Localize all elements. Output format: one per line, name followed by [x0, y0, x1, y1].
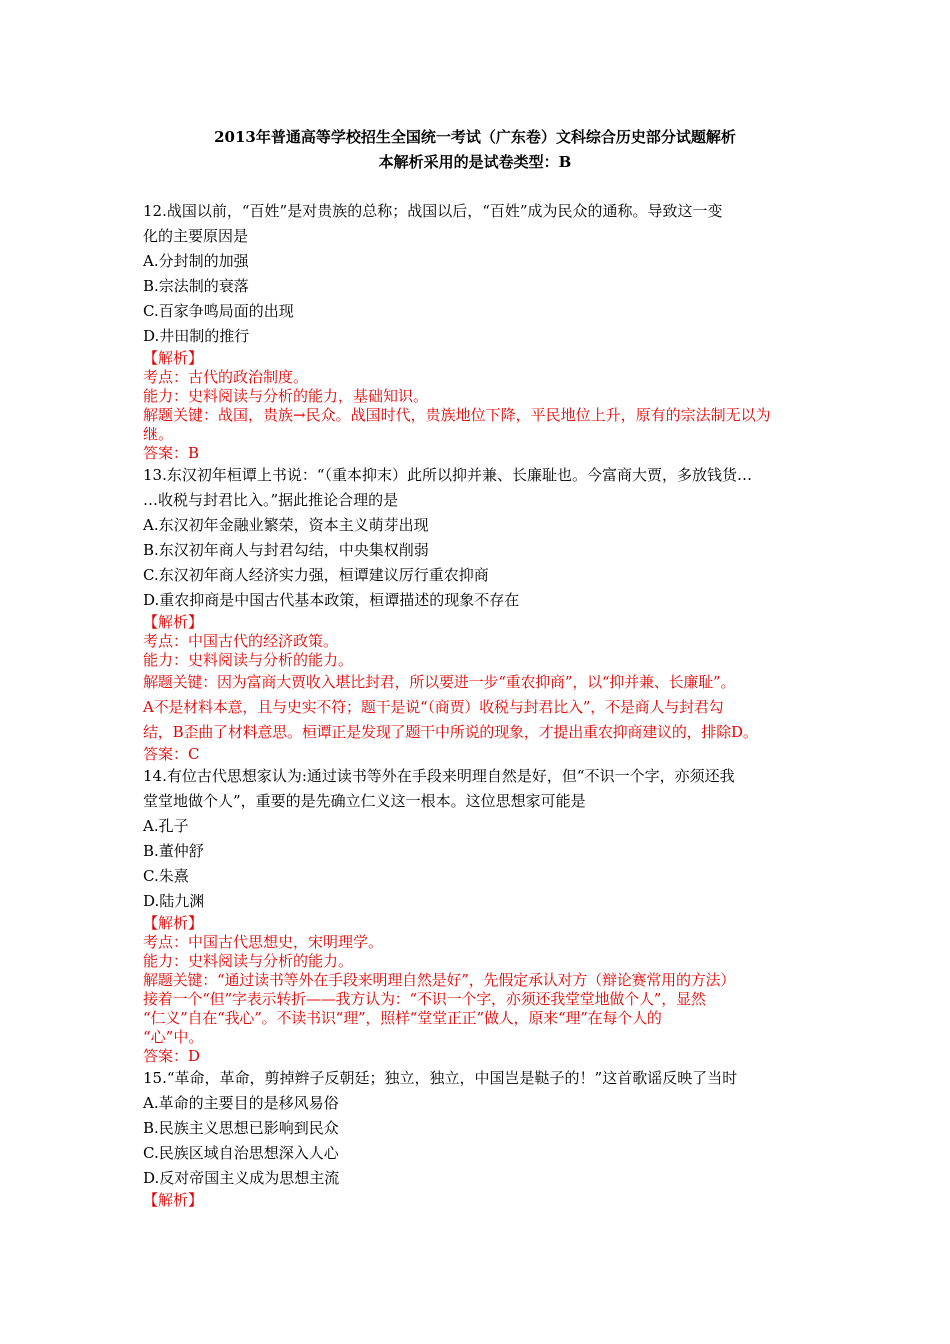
analysis-key: A不是材料本意，且与史实不符；题干是说“（商贾）收税与封君比入”，不是商人与封君勾	[143, 698, 724, 716]
analysis-ability: 能力：史料阅读与分析的能力。	[143, 651, 354, 669]
analysis-label: 【解析】	[143, 349, 204, 367]
question-12	[143, 199, 815, 463]
option-d: D.陆九渊	[143, 892, 205, 910]
page-title: 2013年普通高等学校招生全国统一考试（广东卷）文科综合历史部分试题解析	[214, 128, 736, 146]
question-14	[143, 764, 815, 1066]
analysis-label: 【解析】	[143, 1191, 204, 1209]
question-stem: …收税与封君比入。”据此推论合理的是	[143, 491, 399, 509]
analysis-ability: 能力：史料阅读与分析的能力。	[143, 952, 354, 970]
analysis-kaodian: 考点：古代的政治制度。	[143, 368, 309, 386]
option-a: A.孔子	[143, 817, 189, 835]
option-c: C.东汉初年商人经济实力强，桓谭建议厉行重农抑商	[143, 566, 489, 584]
option-c: C.民族区域自治思想深入人心	[143, 1144, 339, 1162]
analysis-key: 解题关键：“通过读书等外在手段来明理自然是好”，先假定承认对方（辩论赛常用的方法）	[143, 971, 736, 989]
option-c: C.朱熹	[143, 867, 189, 885]
analysis-ability: 能力：史料阅读与分析的能力，基础知识。	[143, 387, 429, 405]
option-c: C.百家争鸣局面的出现	[143, 302, 294, 320]
question-stem: 堂堂地做个人”，重要的是先确立仁义这一根本。这位思想家可能是	[143, 792, 586, 810]
option-b: B.东汉初年商人与封君勾结，中央集权削弱	[143, 541, 429, 559]
option-d: D.重农抑商是中国古代基本政策，桓谭描述的现象不存在	[143, 591, 520, 609]
question-15	[143, 1066, 815, 1210]
analysis-key: “仁义”自在“我心”。不读书识“理”，照样“堂堂正正”做人，原来“理”在每个人的	[143, 1009, 662, 1027]
analysis-kaodian: 考点：中国古代思想史，宋明理学。	[143, 933, 384, 951]
analysis-label: 【解析】	[143, 613, 204, 631]
option-a: A.分封制的加强	[143, 252, 249, 270]
analysis-key: “心”中。	[143, 1028, 204, 1046]
question-list	[143, 199, 815, 1210]
page-subtitle: 本解析采用的是试卷类型：B	[378, 153, 572, 171]
question-stem: 13.东汉初年桓谭上书说：“（重本抑末）此所以抑并兼、长廉耻也。今富商大贾，多放钱货…	[143, 466, 753, 484]
question-13	[143, 463, 815, 764]
option-b: B.董仲舒	[143, 842, 204, 860]
option-d: D.反对帝国主义成为思想主流	[143, 1169, 340, 1187]
analysis-kaodian: 考点：中国古代的经济政策。	[143, 632, 339, 650]
answer: 答案：C	[143, 745, 200, 763]
analysis-key: 解题关键：战国，贵族→民众。战国时代，贵族地位下降，平民地位上升，原有的宗法制无以为	[143, 406, 771, 424]
analysis-key: 继。	[143, 425, 174, 443]
answer: 答案：D	[143, 1047, 201, 1065]
option-b: B.宗法制的衰落	[143, 277, 249, 295]
option-b: B.民族主义思想已影响到民众	[143, 1119, 339, 1137]
analysis-key: 结，B歪曲了材料意思。桓谭正是发现了题干中所说的现象，才提出重农抑商建议的，排除D。	[143, 723, 758, 741]
analysis-key: 接着一个“但”字表示转折——我方认为：“不识一个字，亦须还我堂堂地做个人”，显然	[143, 990, 706, 1008]
option-a: A.东汉初年金融业繁荣，资本主义萌芽出现	[143, 516, 429, 534]
question-stem: 化的主要原因是	[143, 227, 249, 245]
option-a: A.革命的主要目的是移风易俗	[143, 1094, 339, 1112]
answer: 答案：B	[143, 444, 200, 462]
question-stem: 15.“革命，革命，剪掉辫子反朝廷；独立，独立，中国岂是鞑子的！”这首歌谣反映了当时	[143, 1069, 738, 1087]
question-stem: 12.战国以前，“百姓”是对贵族的总称；战国以后，“百姓”成为民众的通称。导致这一变	[143, 202, 723, 220]
analysis-label: 【解析】	[143, 914, 204, 932]
analysis-key: 解题关键：因为富商大贾收入堪比封君，所以要进一步“重农抑商”，以“抑并兼、长廉耻”。	[143, 673, 736, 691]
option-d: D.井田制的推行	[143, 327, 250, 345]
question-stem: 14.有位古代思想家认为:通过读书等外在手段来明理自然是好，但“不识一个字，亦须还我	[143, 767, 735, 785]
